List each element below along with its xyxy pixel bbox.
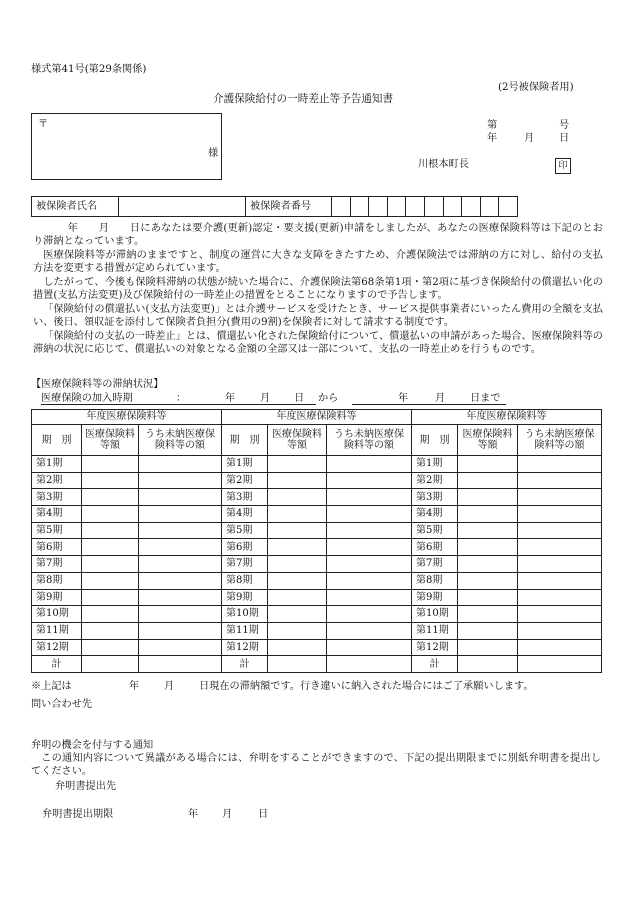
deadline-day: 日 (258, 809, 269, 820)
ref-go: 号 (559, 120, 570, 131)
honorific: 様 (208, 148, 219, 159)
amount-cell[interactable] (268, 489, 327, 506)
period-label: 第9期 (222, 589, 268, 606)
enrollment-from-day: 日 (294, 393, 305, 404)
table-row (32, 606, 602, 623)
period-label: 第2期 (222, 472, 268, 489)
amount-cell[interactable] (82, 456, 139, 473)
postal-mark: 〒 (38, 119, 49, 130)
table-row (32, 656, 602, 673)
unpaid-cell[interactable] (139, 639, 222, 656)
unpaid-cell[interactable] (327, 639, 412, 656)
defense-title: 弁明の機会を付与する通知 (31, 740, 154, 751)
amount-cell[interactable] (268, 656, 327, 673)
unpaid-cell[interactable] (139, 489, 222, 506)
address-box (31, 113, 222, 180)
unpaid-cell[interactable] (518, 606, 602, 623)
defense-text: この通知内容について異議がある場合には、弁明をすることができますので、下記の提出期限までに別紙弁明書を提出してください。 (31, 753, 601, 778)
enrollment-to: 日まで (470, 393, 501, 404)
unpaid-cell[interactable] (518, 522, 602, 539)
unpaid-cell[interactable] (327, 572, 412, 589)
unpaid-cell[interactable] (139, 656, 222, 673)
period-label: 第4期 (32, 506, 82, 523)
unpaid-cell[interactable] (518, 656, 602, 673)
amount-cell[interactable] (82, 589, 139, 606)
table-subheader-row (32, 425, 602, 456)
amount-column-header: 医療保険料等額 (458, 425, 518, 456)
insured-number-digit-box[interactable] (424, 196, 444, 217)
table-row (32, 639, 602, 656)
unpaid-column-header: うち未納医療保険料等の額 (327, 425, 412, 456)
defense-submit-to: 弁明書提出先 (55, 781, 117, 792)
ref-day: 日 (559, 133, 570, 144)
ref-year: 年 (487, 133, 498, 144)
period-label: 計 (412, 656, 458, 673)
insured-number-label: 被保険者番号 (245, 196, 332, 217)
period-column-header: 期 別 (32, 425, 82, 456)
period-label: 第6期 (32, 539, 82, 556)
footnote-rest: 日現在の滞納額です。行き違いに納入された場合にはご了承願いします。 (199, 681, 534, 692)
period-label: 第11期 (32, 622, 82, 639)
unpaid-cell[interactable] (139, 556, 222, 573)
unpaid-column-header: うち未納医療保険料等の額 (139, 425, 222, 456)
unpaid-cell[interactable] (518, 506, 602, 523)
ref-dai: 第 (487, 120, 498, 131)
period-label: 第2期 (412, 472, 458, 489)
amount-cell[interactable] (268, 639, 327, 656)
unpaid-cell[interactable] (139, 572, 222, 589)
form-number: 様式第41号(第29条関係) (31, 64, 147, 75)
table-row (32, 522, 602, 539)
enrollment-from-year: 年 (225, 393, 236, 404)
amount-cell[interactable] (82, 606, 139, 623)
enrollment-underline-2 (352, 404, 506, 405)
unpaid-cell[interactable] (327, 539, 412, 556)
period-label: 第10期 (412, 606, 458, 623)
insured-number-digit-box[interactable] (350, 196, 370, 217)
period-label: 第10期 (32, 606, 82, 623)
period-label: 第9期 (412, 589, 458, 606)
table-row (32, 472, 602, 489)
period-label: 第3期 (412, 489, 458, 506)
body-paragraph-4: 「保険給付の償還払い(支払方法変更)」とは介護サービスを受けたとき、サービス提供事業者にいったん費用の全額を支払い、後日、領収証を添付して保険者負担分(費用の9割)を保険者に対して請求する制度です。 (33, 303, 603, 329)
insured-number-digit-box[interactable] (331, 196, 351, 217)
period-label: 第5期 (32, 522, 82, 539)
period-label: 第8期 (32, 572, 82, 589)
period-label: 第2期 (32, 472, 82, 489)
amount-cell[interactable] (268, 506, 327, 523)
period-label: 第4期 (412, 506, 458, 523)
period-label: 計 (222, 656, 268, 673)
amount-cell[interactable] (82, 489, 139, 506)
amount-cell[interactable] (268, 539, 327, 556)
enrollment-from: から (318, 393, 339, 404)
period-label: 第8期 (412, 572, 458, 589)
amount-column-header: 医療保険料等額 (82, 425, 139, 456)
body-paragraph-2: 医療保険料等が滞納のままですと、制度の運営に大きな支障をきたすため、介護保険法では滞納の方に対し、給付の支払方法を変更する措置が定められています。 (33, 249, 603, 275)
insured-info-row (31, 196, 518, 217)
amount-cell[interactable] (458, 639, 518, 656)
period-label: 第7期 (222, 556, 268, 573)
unpaid-column-header: うち未納医療保険料等の額 (518, 425, 602, 456)
amount-cell[interactable] (82, 539, 139, 556)
unpaid-cell[interactable] (518, 639, 602, 656)
contact-label: 問い合わせ先 (31, 699, 93, 710)
period-label: 第4期 (222, 506, 268, 523)
amount-cell[interactable] (82, 622, 139, 639)
amount-cell[interactable] (268, 622, 327, 639)
table-row (32, 556, 602, 573)
period-label: 第1期 (222, 456, 268, 473)
amount-cell[interactable] (82, 656, 139, 673)
deadline-label: 弁明書提出期限 (42, 809, 114, 820)
unpaid-cell[interactable] (139, 522, 222, 539)
document-title: 介護保険給付の一時差止等予告通知書 (213, 93, 394, 105)
fiscal-year-header-3: 年度医療保険料等 (412, 410, 602, 425)
amount-cell[interactable] (82, 556, 139, 573)
period-label: 第8期 (222, 572, 268, 589)
amount-column-header: 医療保険料等額 (268, 425, 327, 456)
enrollment-to-year: 年 (398, 393, 409, 404)
table-row (32, 589, 602, 606)
unpaid-cell[interactable] (327, 656, 412, 673)
unpaid-cell[interactable] (139, 472, 222, 489)
body-paragraph-3: したがって、今後も保険料滞納の状態が続いた場合に、介護保険法第68条第1項・第2項に基づき保険給付の償還払い化の措置(支払方法変更)及び保険給付の一時差止の措置をとることになりますので予告します。 (33, 276, 603, 302)
period-label: 第7期 (412, 556, 458, 573)
amount-cell[interactable] (268, 472, 327, 489)
period-label: 第12期 (32, 639, 82, 656)
amount-cell[interactable] (82, 472, 139, 489)
amount-cell[interactable] (458, 572, 518, 589)
period-label: 第1期 (32, 456, 82, 473)
amount-cell[interactable] (458, 656, 518, 673)
table-row (32, 489, 602, 506)
unpaid-cell[interactable] (327, 556, 412, 573)
period-label: 第3期 (32, 489, 82, 506)
period-label: 第12期 (222, 639, 268, 656)
unpaid-cell[interactable] (518, 456, 602, 473)
period-label: 第10期 (222, 606, 268, 623)
amount-cell[interactable] (268, 606, 327, 623)
amount-cell[interactable] (82, 572, 139, 589)
deadline-month: 月 (222, 809, 233, 820)
amount-cell[interactable] (268, 522, 327, 539)
insured-number-digit-box[interactable] (405, 196, 425, 217)
period-label: 第11期 (412, 622, 458, 639)
footnote-year: 年 (129, 681, 140, 692)
insured-number-digit-box[interactable] (443, 196, 463, 217)
amount-cell[interactable] (268, 556, 327, 573)
amount-cell[interactable] (82, 639, 139, 656)
amount-cell[interactable] (82, 506, 139, 523)
insured-number-digit-box[interactable] (461, 196, 481, 217)
amount-cell[interactable] (82, 522, 139, 539)
unpaid-cell[interactable] (139, 606, 222, 623)
amount-cell[interactable] (458, 589, 518, 606)
footnote-prefix: ※上記は (31, 681, 72, 692)
body-paragraph-5: 「保険給付の支払の一時差止」とは、償還払い化された保険給付について、償還払いの申請があった場合、医療保険料等の滞納の状況に応じて、償還払いの対象となる金額の全部又は一部について、支払の一時差止めを行うものです。 (33, 330, 603, 356)
unpaid-cell[interactable] (518, 539, 602, 556)
enrollment-colon: ： (176, 393, 187, 404)
unpaid-cell[interactable] (327, 589, 412, 606)
period-label: 計 (32, 656, 82, 673)
period-label: 第1期 (412, 456, 458, 473)
amount-cell[interactable] (268, 456, 327, 473)
amount-cell[interactable] (268, 572, 327, 589)
table-row (32, 456, 602, 473)
unpaid-cell[interactable] (518, 556, 602, 573)
unpaid-cell[interactable] (518, 589, 602, 606)
period-label: 第3期 (222, 489, 268, 506)
amount-cell[interactable] (458, 506, 518, 523)
period-label: 第7期 (32, 556, 82, 573)
seal-mark: 印 (555, 158, 571, 174)
period-label: 第5期 (222, 522, 268, 539)
period-label: 第5期 (412, 522, 458, 539)
arrears-heading: 【医療保険料等の滞納状況】 (31, 379, 164, 390)
amount-cell[interactable] (458, 606, 518, 623)
arrears-table (31, 409, 602, 673)
table-row (32, 622, 602, 639)
unpaid-cell[interactable] (139, 506, 222, 523)
notice-body (33, 222, 603, 357)
insured-number-digit-box[interactable] (368, 196, 388, 217)
enrollment-underline-1 (41, 404, 316, 405)
enrollment-from-month: 月 (260, 393, 271, 404)
amount-cell[interactable] (458, 622, 518, 639)
period-label: 第6期 (412, 539, 458, 556)
period-column-header: 期 別 (412, 425, 458, 456)
issuer-name: 川根本町長 (418, 159, 469, 170)
unpaid-cell[interactable] (327, 456, 412, 473)
unpaid-cell[interactable] (518, 622, 602, 639)
body-paragraph-1: 年 月 日にあなたは要介護(更新)認定・要支援(更新)申請をしましたが、あなたの医療保険料等は下記のとおり滞納となっています。 (33, 223, 603, 248)
unpaid-cell[interactable] (139, 589, 222, 606)
unpaid-cell[interactable] (327, 606, 412, 623)
unpaid-cell[interactable] (139, 622, 222, 639)
unpaid-cell[interactable] (327, 506, 412, 523)
table-row (32, 506, 602, 523)
amount-cell[interactable] (458, 522, 518, 539)
period-label: 第6期 (222, 539, 268, 556)
unpaid-cell[interactable] (518, 489, 602, 506)
period-column-header: 期 別 (222, 425, 268, 456)
unpaid-cell[interactable] (327, 522, 412, 539)
insured-name-label: 被保険者氏名 (31, 196, 119, 217)
period-label: 第11期 (222, 622, 268, 639)
amount-cell[interactable] (458, 472, 518, 489)
fiscal-year-header-2: 年度医療保険料等 (222, 410, 412, 425)
amount-cell[interactable] (458, 539, 518, 556)
enrollment-label: 医療保険の加入時期 (41, 393, 133, 404)
unpaid-cell[interactable] (327, 622, 412, 639)
unpaid-cell[interactable] (139, 456, 222, 473)
insured-number-digit-box[interactable] (480, 196, 500, 217)
unpaid-cell[interactable] (518, 572, 602, 589)
unpaid-cell[interactable] (327, 472, 412, 489)
enrollment-to-month: 月 (435, 393, 446, 404)
table-row (32, 572, 602, 589)
ref-month: 月 (524, 133, 535, 144)
period-label: 第9期 (32, 589, 82, 606)
unpaid-cell[interactable] (518, 472, 602, 489)
insured-number-digit-box[interactable] (387, 196, 407, 217)
amount-cell[interactable] (268, 589, 327, 606)
footnote-month: 月 (164, 681, 175, 692)
insured-name-field[interactable] (118, 196, 246, 217)
period-label: 第12期 (412, 639, 458, 656)
insured-number-digit-box[interactable] (498, 196, 518, 217)
fiscal-year-header-1: 年度医療保険料等 (32, 410, 222, 425)
amount-cell[interactable] (458, 556, 518, 573)
insured-type: (2号被保険者用) (498, 82, 574, 93)
amount-cell[interactable] (458, 489, 518, 506)
deadline-year: 年 (188, 809, 199, 820)
table-row (32, 539, 602, 556)
unpaid-cell[interactable] (327, 489, 412, 506)
amount-cell[interactable] (458, 456, 518, 473)
unpaid-cell[interactable] (139, 539, 222, 556)
